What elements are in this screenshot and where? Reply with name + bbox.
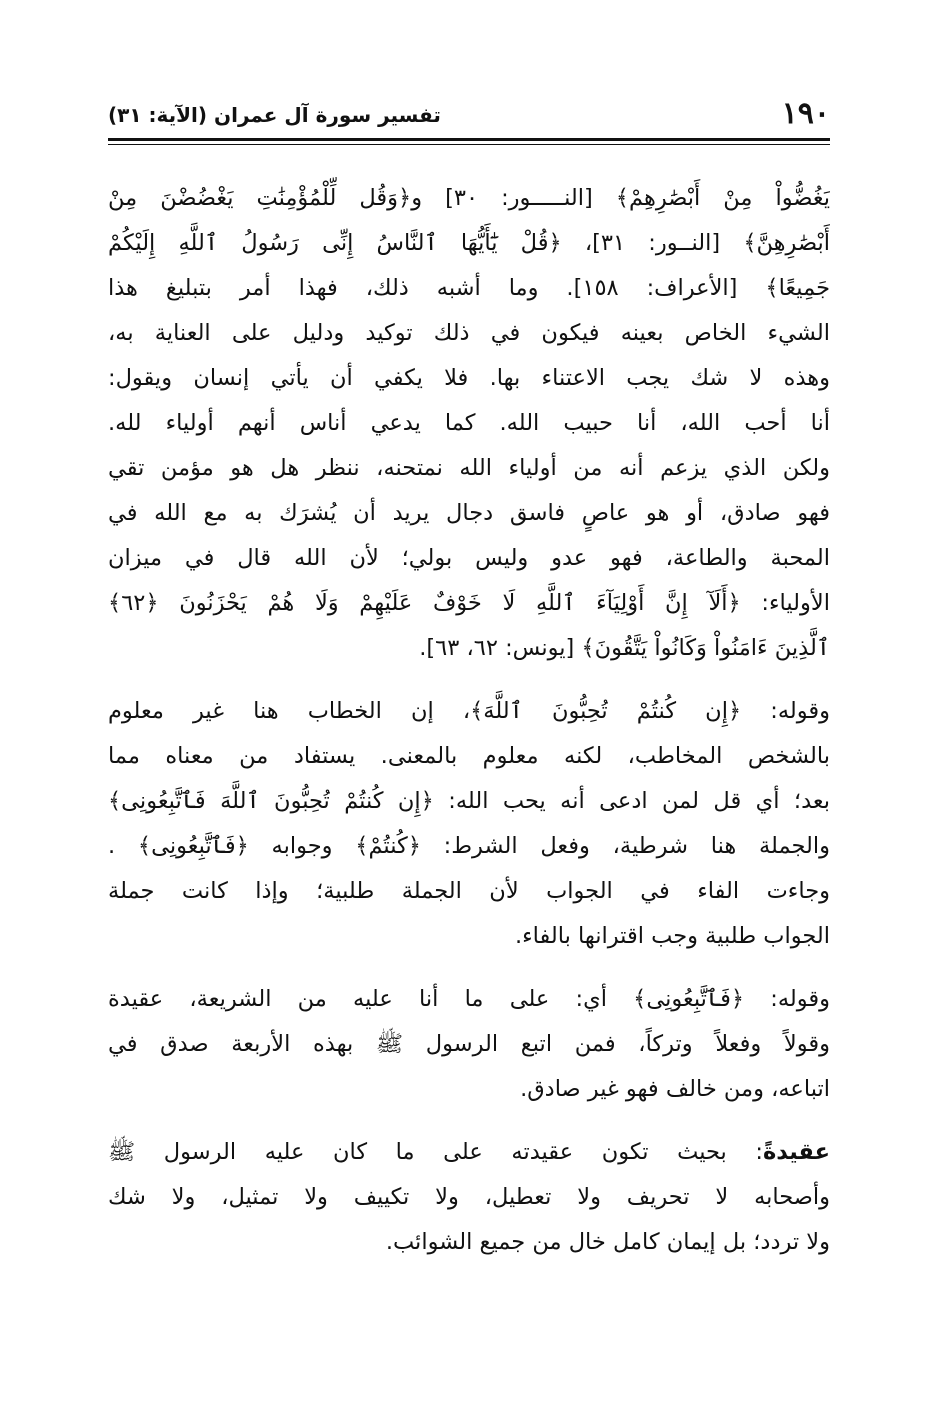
text-line: يَغُضُّواْ مِنْ أَبْصَٰرِهِمْ﴾ [النـــــور: ٣٠] و﴿وَقُل لِّلْمُؤْمِنَٰتِ يَغْضُضْنَ مِنْ [108,185,830,211]
text-line: وجاءت الفاء في الجواب لأن الجملة طلبية؛ وإذا كانت جملة [108,878,830,904]
text-line: والجملة هنا شرطية، وفعل الشرط: ﴿كُنتُمْ﴾ وجوابه ﴿فَٱتَّبِعُونِى﴾ . [108,833,830,859]
page-header [108,96,830,136]
text-line: وهذه لا شك يجب الاعتناء بها. فلا يكفي أن يأتي إنسان ويقول: [108,365,830,391]
text-line: وقولاً وفعلاً وتركاً، فمن اتبع الرسول ﷺ بهذه الأربعة صدق في [108,1031,830,1057]
text-line: ولا تردد؛ بل إيمان كامل خال من جميع الشوائب. [385,1229,830,1255]
header-rule-thin [108,144,830,145]
body-text [108,176,830,1283]
text-line: وأصحابه لا تحريف ولا تعطيل، ولا تكييف ولا تمثيل، ولا شك [108,1184,830,1210]
text-line-rest: : بحيث تكون عقيدته على ما كان عليه الرسول ﷺ [108,1139,763,1165]
page-number: ١٩٠ [781,96,830,131]
text-line: ولكن الذي يزعم أنه من أولياء الله نمتحنه، ننظر هل هو مؤمن تقي [108,455,830,481]
text-line: بعد؛ أي قل لمن ادعى أنه يحب الله: ﴿إِن كُنتُمْ تُحِبُّونَ ٱللَّهَ فَٱتَّبِعُونِى﴾ [108,788,830,814]
text-line: الشيء الخاص بعينه فيكون في ذلك توكيد ودليل على العناية به، [108,320,830,346]
paragraph-1 [108,176,830,671]
text-line: أَبْصَٰرِهِنَّ﴾ [النــور: ٣١]، ﴿قُلْ يَٰٓأَيُّهَا ٱلنَّاسُ إِنِّى رَسُولُ ٱللَّهِ إِلَيْكُمْ [108,230,830,256]
bold-lead-word: عقيدةً [762,1139,830,1165]
paragraph-2 [108,689,830,959]
text-line [108,1130,830,1175]
text-line: ٱلَّذِينَ ءَامَنُواْ وَكَانُواْ يَتَّقُونَ﴾ [يونس: ٦٢، ٦٣]. [419,635,830,661]
running-head: تفسير سورة آل عمران (الآية: ٣١) [108,103,441,127]
header-rule-thick [108,138,830,141]
text-line: الأولياء: ﴿أَلَآ إِنَّ أَوْلِيَآءَ ٱللَّهِ لَا خَوْفٌ عَلَيْهِمْ وَلَا هُمْ يَحْزَنُونَ ﴿٦٢﴾ [108,590,830,616]
paragraph-3 [108,977,830,1112]
text-line: الجواب طلبية وجب اقترانها بالفاء. [514,923,830,949]
text-line: وقوله: ﴿فَٱتَّبِعُونِى﴾ أي: على ما أنا عليه من الشريعة، عقيدة [108,986,830,1012]
text-line: المحبة والطاعة، فهو عدو وليس بولي؛ لأن الله قال في ميزان [108,545,830,571]
text-line: فهو صادق، أو هو عاصٍ فاسق دجال يريد أن يُشرَك به مع الله في [108,500,830,526]
text-line: جَمِيعًا﴾ [الأعراف: ١٥٨]. وما أشبه ذلك، فهذا أمر بتبليغ هذا [108,275,830,301]
text-line: بالشخص المخاطب، لكنه معلوم بالمعنى. يستفاد من معناه مما [108,743,830,769]
text-line: وقوله: ﴿إِن كُنتُمْ تُحِبُّونَ ٱللَّهَ﴾، إن الخطاب هنا غير معلوم [108,698,830,724]
paragraph-4 [108,1130,830,1265]
text-line: اتباعه، ومن خالف فهو غير صادق. [520,1076,830,1102]
text-line: أنا أحب الله، أنا حبيب الله. كما يدعي أناس أنهم أولياء لله. [108,410,830,436]
